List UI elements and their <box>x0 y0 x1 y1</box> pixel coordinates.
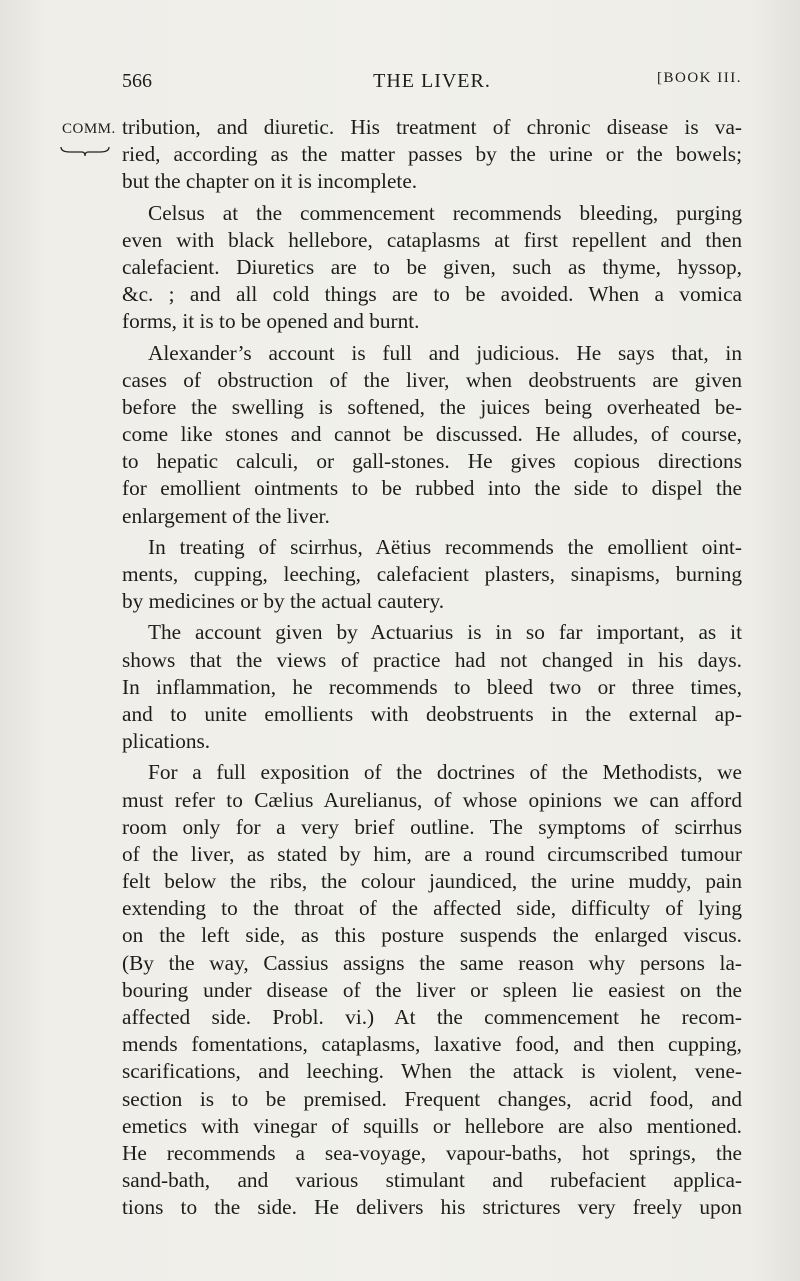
body-text <box>122 114 742 1222</box>
text-line: scarifications, and leeching. When the attack is violent, vene- <box>122 1059 742 1084</box>
text-line: (By the way, Cassius assigns the same reason why persons la- <box>122 950 742 975</box>
text-line: enlargement of the liver. <box>122 503 330 528</box>
text-line: come like stones and cannot be discussed. He alludes, of course, <box>122 422 742 447</box>
text-line: ried, according as the matter passes by the urine or the bowels; <box>122 142 742 167</box>
text-line: even with black hellebore, cataplasms at first repellent and then <box>122 227 742 252</box>
text-line: sand-bath, and various stimulant and rubefacient applica- <box>122 1168 742 1193</box>
text-line: mends fomentations, cataplasms, laxative food, and then cupping, <box>122 1032 742 1057</box>
text-line: affected side. Probl. vi.) At the commencement he recom- <box>122 1005 742 1029</box>
text-line: bouring under disease of the liver or spleen lie easiest on the <box>122 977 742 1002</box>
text-line: extending to the throat of the affected side, difficulty of lying <box>122 896 742 921</box>
text-line: Alexander’s account is full and judicious. He says that, in <box>148 340 742 365</box>
text-line: For a full exposition of the doctrines of the Methodists, we <box>148 760 742 785</box>
text-line: shows that the views of practice had not changed in his days. <box>122 647 742 672</box>
text-line: The account given by Actuarius is in so far important, as it <box>148 620 742 645</box>
text-line: In inflammation, he recommends to bleed two or three times, <box>122 674 742 699</box>
paragraph <box>122 114 742 196</box>
text-line: Celsus at the commencement recommends bleeding, purging <box>148 200 742 225</box>
paragraph <box>122 340 742 530</box>
text-line: to hepatic calculi, or gall-stones. He gives copious directions <box>122 449 742 474</box>
text-line: on the left side, as this posture suspends the enlarged viscus. <box>122 923 742 948</box>
running-header <box>122 70 742 102</box>
text-line: ments, cupping, leeching, calefacient plasters, sinapisms, burning <box>122 562 742 586</box>
text-line: and to unite emollients with deobstruents in the external ap- <box>122 701 742 726</box>
text-line: &c. ; and all cold things are to be avoided. When a vomica <box>122 282 742 307</box>
paragraph <box>122 534 742 616</box>
paragraph <box>122 759 742 1221</box>
margin-note: COMM. <box>62 121 116 137</box>
text-line: plications. <box>122 729 211 754</box>
paragraph <box>122 200 742 336</box>
text-line: He recommends a sea-voyage, vapour-baths, hot springs, the <box>122 1140 742 1165</box>
text-line: for emollient ointments to be rubbed into the side to dispel the <box>122 476 742 501</box>
text-line: must refer to Cælius Aurelianus, of whose opinions we can afford <box>122 787 742 812</box>
text-line: before the swelling is softened, the juices being overheated be- <box>122 394 742 419</box>
text-line: emetics with vinegar of squills or hellebore are also mentioned. <box>122 1113 742 1138</box>
text-line: but the chapter on it is incomplete. <box>122 169 418 194</box>
text-line: tions to the side. He delivers his strictures very freely upon <box>122 1195 742 1220</box>
text-line: by medicines or by the actual cautery. <box>122 589 445 614</box>
running-title: THE LIVER. <box>373 70 491 92</box>
margin-brace-icon <box>60 145 110 157</box>
text-line: forms, it is to be opened and burnt. <box>122 309 420 334</box>
text-line: tribution, and diuretic. His treatment of chronic disease is va- <box>122 115 742 139</box>
paragraph <box>122 619 742 755</box>
page-number: 566 <box>122 70 152 92</box>
book-label: [BOOK III. <box>657 70 742 86</box>
text-line: In treating of scirrhus, Aëtius recommends the emollient oint- <box>148 534 742 559</box>
text-line: felt below the ribs, the colour jaundiced, the urine muddy, pain <box>122 869 742 894</box>
text-line: of the liver, as stated by him, are a round circumscribed tumour <box>122 841 742 866</box>
text-line: cases of obstruction of the liver, when deobstruents are given <box>122 367 742 392</box>
text-line: section is to be premised. Frequent changes, acrid food, and <box>122 1086 742 1111</box>
text-line: room only for a very brief outline. The symptoms of scirrhus <box>122 814 742 839</box>
text-line: calefacient. Diuretics are to be given, such as thyme, hyssop, <box>122 254 742 279</box>
